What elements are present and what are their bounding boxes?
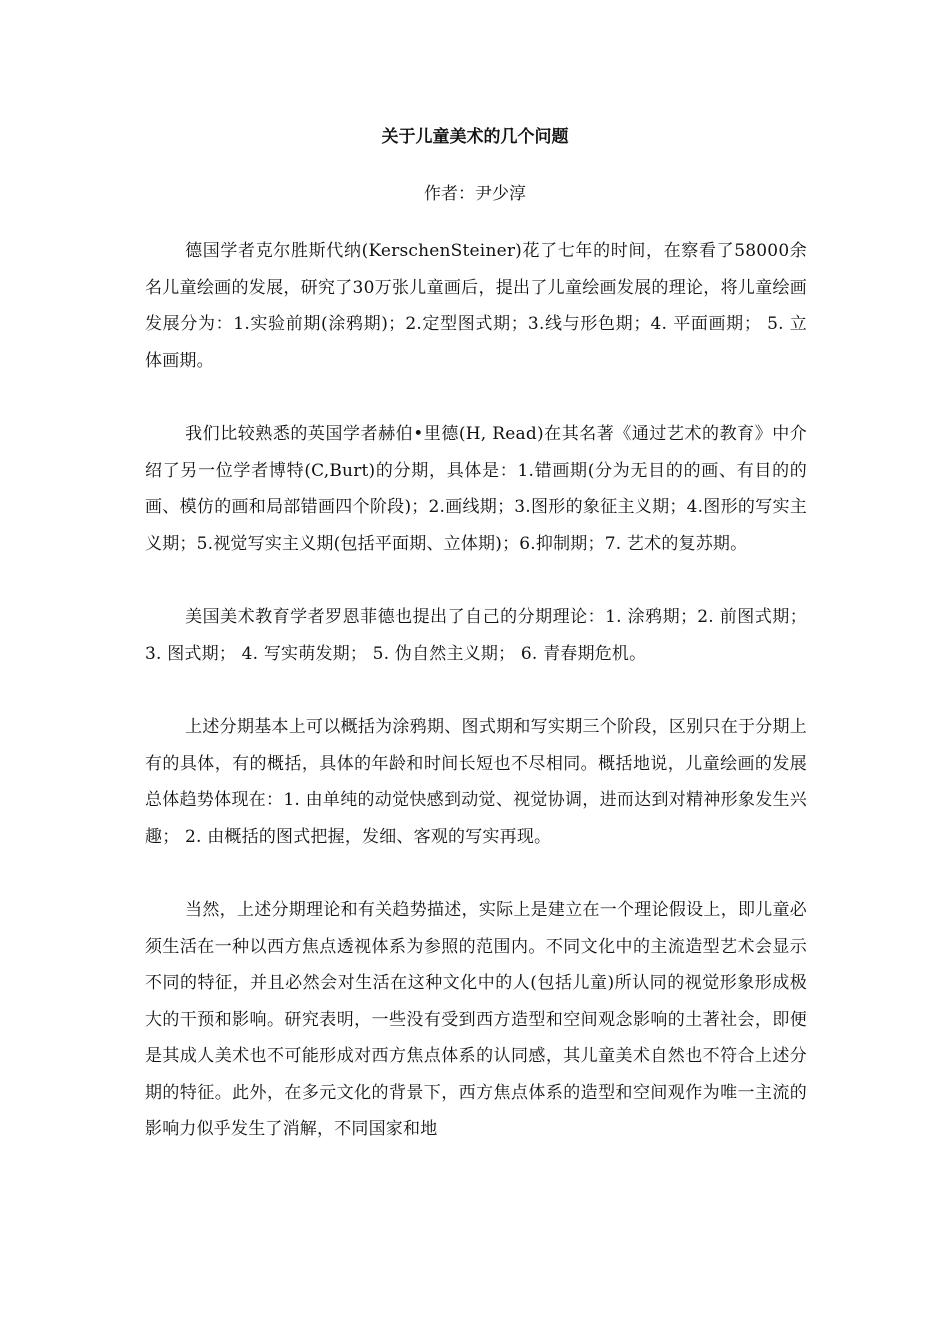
paragraph-1: 德国学者克尔胜斯代纳(KerschenSteiner)花了七年的时间，在察看了58000余名儿童绘画的发展，研究了30万张儿童画后，提出了儿童绘画发展的理论，将儿童绘画发展分为：1.实验前期(涂鸦期)；2.定型图式期；3.线与形色期；4. 平面画期； 5. 立体画期。 bbox=[145, 241, 807, 371]
paragraph-3: 美国美术教育学者罗恩菲德也提出了自己的分期理论：1. 涂鸦期；2. 前图式期； 3. 图式期； 4. 写实萌发期； 5. 伪自然主义期； 6. 青春期危机。 bbox=[145, 607, 807, 664]
paragraph-4: 上述分期基本上可以概括为涂鸦期、图式期和写实期三个阶段，区别只在于分期上有的具体，有的概括，具体的年龄和时间长短也不尽相同。概括地说，儿童绘画的发展总体趋势体现在：1. 由单纯的动觉快感到动觉、视觉协调，进而达到对精神形象发生兴趣； 2. 由概括的图式把握，发细、客观的写实再现。 bbox=[145, 717, 807, 847]
paragraph-2: 我们比较熟悉的英国学者赫伯•里德(H, Read)在其名著《通过艺术的教育》中介绍了另一位学者博特(C,Burt)的分期，具体是：1.错画期(分为无目的的画、有目的的画、模仿的画和局部错画四个阶段)；2.画线期；3.图形的象征主义期；4.图形的写实主义期；5.视觉写实主义期(包括平面期、立体期)；6.抑制期；7. 艺术的复苏期。 bbox=[145, 424, 807, 554]
document-body bbox=[145, 233, 807, 1185]
document-author: 作者：尹少淳 bbox=[424, 184, 526, 204]
paragraph-5: 当然，上述分期理论和有关趋势描述，实际上是建立在一个理论假设上，即儿童必须生活在一种以西方焦点透视体系为参照的范围内。不同文化中的主流造型艺术会显示不同的特征，并且必然会对生活在这种文化中的人(包括儿童)所认同的视觉形象形成极大的干预和影响。研究表明，一些没有受到西方造型和空间观念影响的土著社会，即便是其成人美术也不可能形成对西方焦点体系的认同感，其儿童美术自然也不符合上述分期的特征。此外，在多元文化的背景下，西方焦点体系的造型和空间观作为唯一主流的影响力似乎发生了消解，不同国家和地 bbox=[145, 900, 807, 1139]
document-title: 关于儿童美术的几个问题 bbox=[381, 127, 569, 147]
